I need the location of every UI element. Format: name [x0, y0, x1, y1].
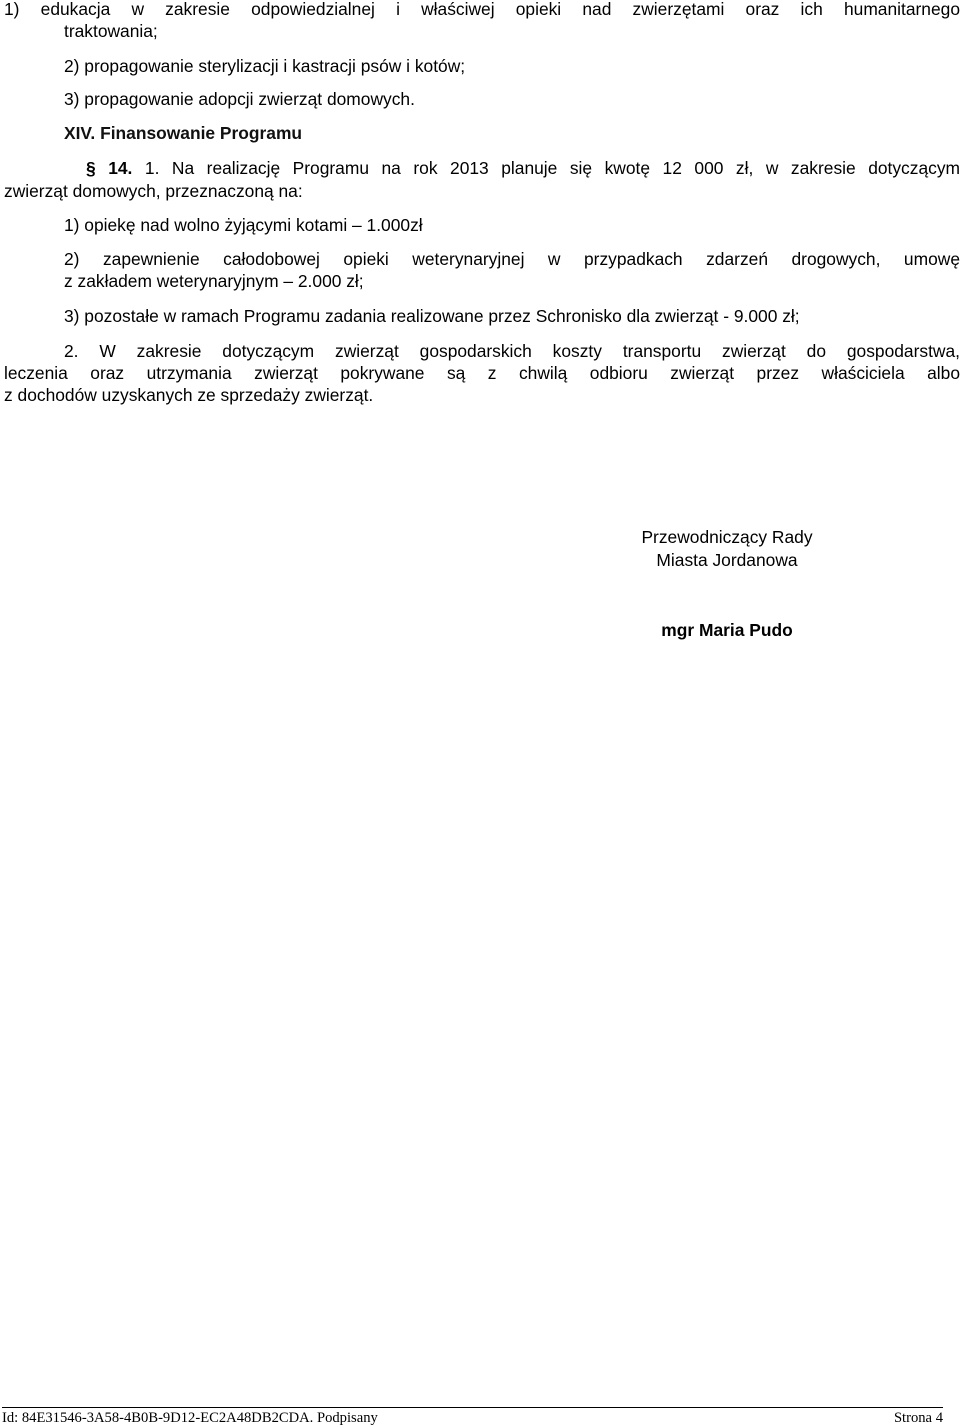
paragraph-14-1-text: 1. Na realizację Programu na rok 2013 planuje się kwotę 12 000 zł, w zakresie dotyczącym [132, 158, 960, 178]
funding-item-vet-line1 [64, 248, 960, 271]
list-item-education-line1: 1) edukacja w zakresie odpowiedzialnej i właściwej opieki nad zwierzętami oraz ich humanitarnego [4, 0, 960, 19]
section-mark: § 14. [86, 158, 133, 178]
funding-item-vet-line2: z zakładem weterynaryjnym – 2.000 zł; [64, 271, 364, 291]
funding-item-shelter: 3) pozostałe w ramach Programu zadania realizowane przez Schronisko dla zwierząt - 9.000 zł; [64, 306, 800, 326]
section-heading: XIV. Finansowanie Programu [64, 123, 303, 143]
paragraph-2-line2-text: leczenia oraz utrzymania zwierząt pokrywane są z chwilą odbioru zwierząt przez właściciela albo [4, 363, 960, 383]
list-item-sterilization: 2) propagowanie sterylizacji i kastracji psów i kotów; [64, 56, 466, 76]
paragraph-2-line3: z dochodów uzyskanych ze sprzedaży zwierząt. [4, 385, 374, 405]
list-item-education-line2: traktowania; [64, 21, 158, 41]
paragraph-2-line1-text: 2. W zakresie dotyczącym zwierząt gospodarskich koszty transportu zwierząt do gospodarstwa, [64, 341, 960, 361]
list-item-adoption: 3) propagowanie adopcji zwierząt domowych. [64, 89, 415, 109]
signature-name: mgr Maria Pudo [661, 620, 793, 640]
funding-item-cats: 1) opiekę nad wolno żyjącymi kotami – 1.000zł [64, 215, 423, 235]
signature-title-line1: Przewodniczący Rady [641, 527, 813, 547]
list-item-education [4, 0, 960, 21]
page-footer [2, 1407, 943, 1428]
paragraph-2-line1 [64, 340, 960, 363]
footer-page-number: Strona 4 [893, 1410, 943, 1426]
paragraph-2-line2 [4, 362, 960, 385]
paragraph-14-1-line1 [86, 157, 960, 180]
footer-document-id: Id: 84E31546-3A58-4B0B-9D12-EC2A48DB2CDA. Podpisany [2, 1410, 378, 1426]
paragraph-14-1-line2: zwierząt domowych, przeznaczoną na: [4, 181, 303, 201]
signature-title-line2: Miasta Jordanowa [656, 550, 798, 570]
funding-item-vet-text: 2) zapewnienie całodobowej opieki weterynaryjnej w przypadkach zdarzeń drogowych, umowę [64, 249, 960, 269]
